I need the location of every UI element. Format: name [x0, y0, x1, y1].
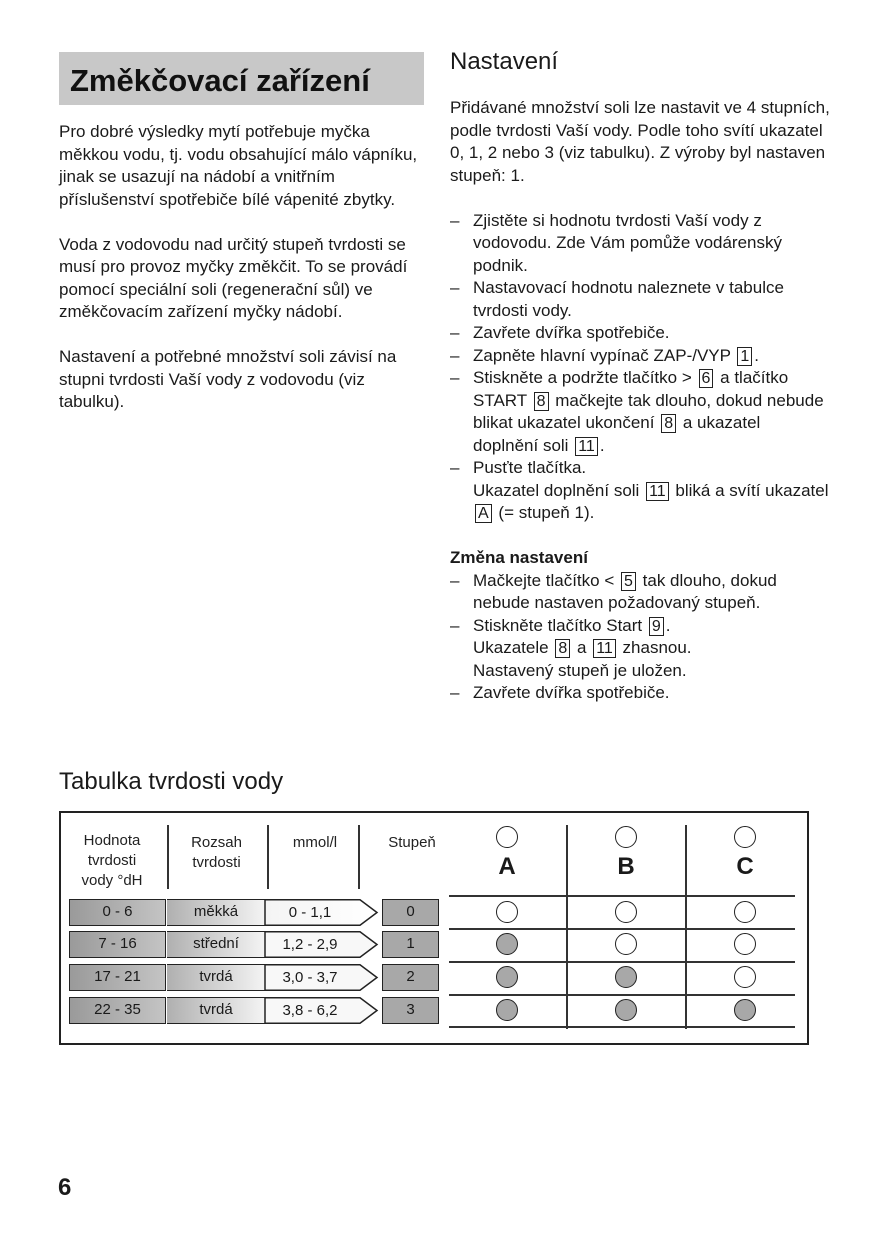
cell-dh: 22 - 35 [69, 997, 166, 1024]
change-step [450, 615, 830, 683]
ref-number-box: 9 [649, 617, 664, 636]
indicator-header-a: A [498, 853, 516, 880]
header-hardness-line: Hodnota [83, 832, 141, 849]
cell-dh: 7 - 16 [69, 931, 166, 958]
dash-mark: – [450, 345, 460, 365]
dash-mark: – [450, 458, 460, 477]
step-text: Zjistěte si hodnotu tvrdosti Vaší vody z vodovodu. Zde Vám pomůže vodárenský podnik. [473, 210, 783, 275]
indicator-a-icon [496, 999, 518, 1021]
change-steps [450, 570, 830, 705]
step-text: . [754, 345, 760, 365]
section-title: Změkčovací zařízení [70, 63, 370, 98]
ref-letter-box: A [475, 504, 492, 523]
step-text: Ukazatele [473, 638, 549, 657]
settings-steps [450, 210, 830, 525]
header-range-line: Rozsah [191, 834, 242, 851]
settings-heading: Nastavení [450, 48, 559, 75]
cell-step: 3 [382, 997, 439, 1024]
settings-step [450, 457, 830, 525]
step-text: Zavřete dvířka spotřebiče. [473, 683, 670, 702]
cell-mmol: 0 - 1,1 [288, 904, 332, 921]
step-text: Stiskněte a podržte tlačítko > [473, 368, 692, 387]
cell-step: 2 [382, 964, 439, 991]
intro-column [59, 121, 431, 436]
intro-paragraph-3: Nastavení a potřebné množství soli závisí na stupni tvrdosti Vaší vody z vodovodu (viz tabulku). [59, 347, 397, 411]
indicator-a-icon [496, 966, 518, 988]
indicator-c-icon [734, 966, 756, 988]
column-divider [566, 825, 568, 1029]
column-divider [685, 825, 687, 1029]
settings-intro: Přidávané množství soli lze nastavit ve 4 stupních, podle tvrdosti Vaší vody. Podle toho svítí ukazatel 0, 1, 2 nebo 3 (viz tabulku). Z výroby byl nastaven stupeň: 1. [450, 98, 830, 185]
step-text: mačkejte tak dlouho, dokud nebude blikat ukazatel ukončení [473, 390, 824, 432]
dash-mark: – [450, 683, 460, 702]
indicator-header-c-icon [734, 826, 756, 848]
row-divider [449, 994, 795, 996]
indicator-header-b-icon [615, 826, 637, 848]
change-heading: Změna nastavení [450, 548, 588, 567]
step-text: Mačkejte tlačítko < [473, 570, 615, 590]
indicator-c-icon [734, 999, 756, 1021]
dash-mark: – [450, 368, 460, 387]
header-hardness [65, 831, 159, 891]
indicator-c-icon [734, 901, 756, 923]
cell-range: měkká [167, 899, 265, 926]
cell-dh: 0 - 6 [69, 899, 166, 926]
table-title: Tabulka tvrdosti vody [59, 768, 284, 795]
settings-step [450, 345, 830, 368]
header-range [169, 833, 264, 873]
settings-step [450, 210, 830, 278]
step-text: (= stupeň 1). [498, 503, 595, 522]
step-text: tak dlouho, dokud nebude nastaven požadovaný stupeň. [473, 570, 777, 612]
indicator-b-icon [615, 901, 637, 923]
header-range-line: tvrdosti [192, 854, 241, 871]
step-text: Nastavený stupeň je uložen. [473, 660, 687, 680]
hardness-table [59, 811, 809, 1045]
indicator-header-b: B [617, 853, 635, 880]
cell-dh: 17 - 21 [69, 964, 166, 991]
page-number: 6 [58, 1174, 72, 1201]
indicator-a-icon [496, 933, 518, 955]
row-divider [449, 928, 795, 930]
step-text: Nastavovací hodnotu naleznete v tabulce tvrdosti vody. [473, 278, 784, 320]
ref-number-box: 1 [737, 347, 752, 366]
section-title-box [59, 52, 424, 105]
column-divider [358, 825, 360, 889]
cell-mmol: 3,0 - 3,7 [282, 969, 338, 986]
settings-step [450, 277, 830, 322]
intro-paragraph-1: Pro dobré výsledky mytí potřebuje myčka měkkou vodu, tj. vodu obsahující málo vápníku, jinak se usazují na nádobí a vnitřním příslušenství spotřebiče bílé vápenité zbytky. [59, 122, 418, 209]
settings-column [450, 46, 830, 705]
step-text: Stiskněte tlačítko Start [473, 615, 643, 635]
ref-number-box: 6 [699, 369, 714, 388]
settings-step [450, 322, 830, 345]
indicator-b-icon [615, 999, 637, 1021]
ref-number-box: 8 [661, 414, 676, 433]
indicator-b-icon [615, 933, 637, 955]
step-text: zhasnou. [622, 638, 692, 657]
step-text: a tlačítko START [473, 368, 789, 410]
step-text: . [665, 615, 671, 635]
ref-number-box: 8 [534, 392, 549, 411]
change-step [450, 682, 830, 705]
dash-mark: – [450, 210, 460, 230]
column-divider [167, 825, 169, 889]
dash-mark: – [450, 570, 460, 590]
ref-number-box: 11 [646, 482, 669, 501]
dash-mark: – [450, 615, 460, 635]
step-text: . [599, 435, 605, 455]
header-step: Stupeň [388, 834, 436, 851]
row-divider [449, 1026, 795, 1028]
cell-mmol: 3,8 - 6,2 [282, 1002, 338, 1019]
cell-mmol: 1,2 - 2,9 [282, 936, 338, 953]
change-step [450, 570, 830, 615]
header-mmol: mmol/l [292, 834, 338, 851]
indicator-c-icon [734, 933, 756, 955]
step-text: Ukazatel doplnění soli [473, 480, 640, 500]
row-divider [449, 895, 795, 897]
step-text: Pusťte tlačítka. [473, 458, 587, 477]
row-divider [449, 961, 795, 963]
indicator-b-icon [615, 966, 637, 988]
cell-range: tvrdá [167, 997, 265, 1024]
step-text: a ukazatel doplnění soli [473, 413, 761, 455]
ref-number-box: 5 [621, 572, 636, 591]
column-divider [267, 825, 269, 889]
settings-step [450, 367, 830, 457]
header-hardness-line: tvrdosti [87, 852, 137, 869]
intro-paragraph-2: Voda z vodovodu nad určitý stupeň tvrdosti se musí pro provoz myčky změkčit. To se provádí pomocí speciální soli (regenerační sůl) ve změkčovacím zařízení myčky nádobí. [59, 234, 408, 321]
dash-mark: – [450, 323, 460, 342]
indicator-a-icon [496, 901, 518, 923]
cell-step: 1 [382, 931, 439, 958]
cell-step: 0 [382, 899, 439, 926]
indicator-header-c: C [736, 853, 754, 880]
step-text: a [576, 638, 587, 657]
cell-range: střední [167, 931, 265, 958]
step-text: bliká a svítí ukazatel [675, 480, 829, 500]
step-text: Zavřete dvířka spotřebiče. [473, 323, 670, 342]
dash-mark: – [450, 278, 460, 297]
ref-number-box: 8 [555, 639, 570, 658]
indicator-header-a-icon [496, 826, 518, 848]
ref-number-box: 11 [575, 437, 598, 456]
ref-number-box: 11 [593, 639, 616, 658]
step-text: Zapněte hlavní vypínač ZAP-/VYP [473, 345, 731, 365]
cell-range: tvrdá [167, 964, 265, 991]
header-hardness-line: vody °dH [81, 872, 143, 889]
